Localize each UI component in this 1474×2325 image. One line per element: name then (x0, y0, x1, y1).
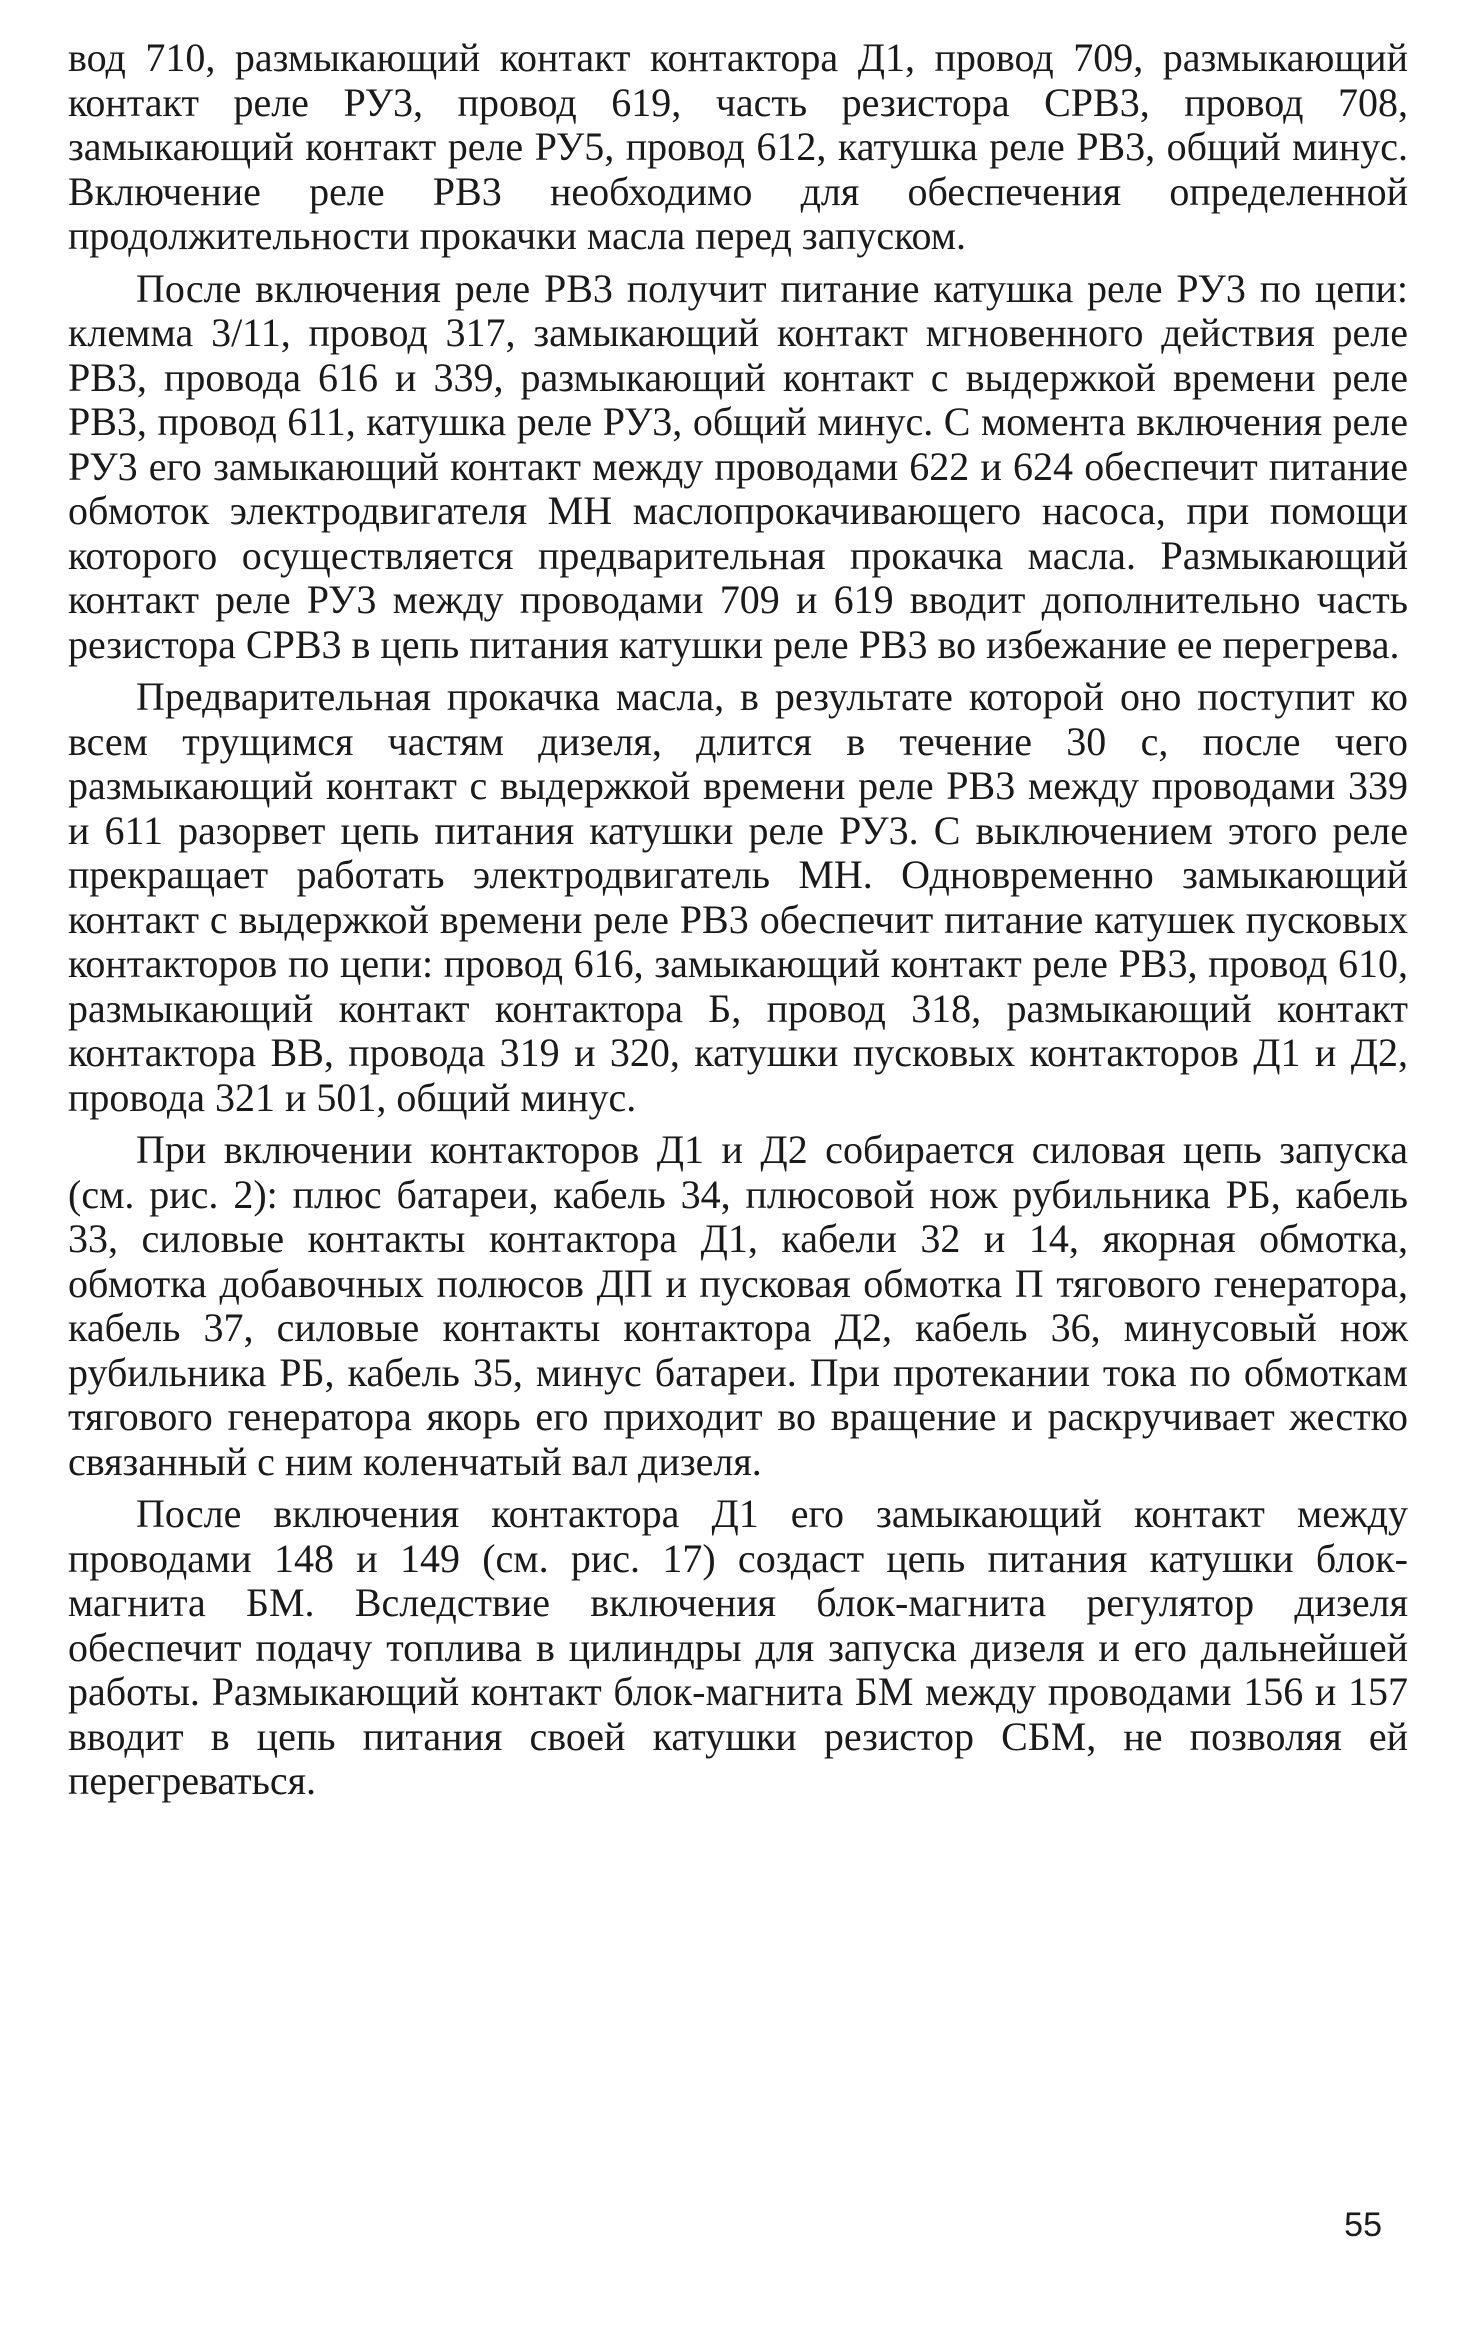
paragraph-4: При включении контакторов Д1 и Д2 собирается силовая цепь запуска (см. рис. 2): плюс батареи, кабель 34, плюсовой нож рубильника РБ, кабель 33, силовые контакты контактора Д1, кабели 32 и 14, якорная обмотка, обмотка добавочных полюсов ДП и пусковая обмотка П тягового генератора, кабель 37, силовые контакты контактора Д2, кабель 36, минусовый нож рубильника РБ, кабель 35, минус батареи. При протекании тока по обмоткам тягового генератора якорь его приходит во вращение и раскручивает жестко связанный с ним коленчатый вал дизеля. (68, 1127, 1408, 1484)
page-body (68, 36, 1408, 1804)
page-number: 55 (1344, 2206, 1382, 2244)
paragraph-2: После включения реле РВ3 получит питание катушка реле РУ3 по цепи: клемма 3/11, провод 317, замыкающий контакт мгновенного действия реле РВ3, провода 616 и 339, размыкающий контакт с выдержкой времени реле РВ3, провод 611, катушка реле РУ3, общий минус. С момента включения реле РУ3 его замыкающий контакт между проводами 622 и 624 обеспечит питание обмоток электродвигателя МН маслопрокачивающего насоса, при помощи которого осуществляется предварительная прокачка масла. Размыкающий контакт реле РУ3 между проводами 709 и 619 вводит дополнительно часть резистора СРВ3 в цепь питания катушки реле РВ3 во избежание ее перегрева. (68, 265, 1408, 667)
paragraph-5: После включения контактора Д1 его замыкающий контакт между проводами 148 и 149 (см. рис. 17) создаст цепь питания катушки блок-магнита БМ. Вследствие включения блок-магнита регулятор дизеля обеспечит подачу топлива в цилиндры для запуска дизеля и его дальнейшей работы. Размыкающий контакт блок-магнита БМ между проводами 156 и 157 вводит в цепь питания своей катушки резистор СБМ, не позволяя ей перегреваться. (68, 1491, 1408, 1803)
paragraph-1: вод 710, размыкающий контакт контактора Д1, провод 709, размыкающий контакт реле РУ3, провод 619, часть резистора СРВ3, провод 708, замыкающий контакт реле РУ5, провод 612, катушка реле РВ3, общий минус. Включение реле РВ3 необходимо для обеспечения определенной продолжительности прокачки масла перед запуском. (68, 35, 1408, 258)
paragraph-3: Предварительная прокачка масла, в результате которой оно поступит ко всем трущимся частям дизеля, длится в течение 30 с, после чего размыкающий контакт с выдержкой времени реле РВ3 между проводами 339 и 611 разорвет цепь питания катушки реле РУ3. С выключением этого реле прекращает работать электродвигатель МН. Одновременно замыкающий контакт с выдержкой времени реле РВ3 обеспечит питание катушек пусковых контакторов по цепи: провод 616, замыкающий контакт реле РВ3, провод 610, размыкающий контакт контактора Б, провод 318, размыкающий контакт контактора ВВ, провода 319 и 320, катушки пусковых контакторов Д1 и Д2, провода 321 и 501, общий минус. (68, 674, 1408, 1120)
